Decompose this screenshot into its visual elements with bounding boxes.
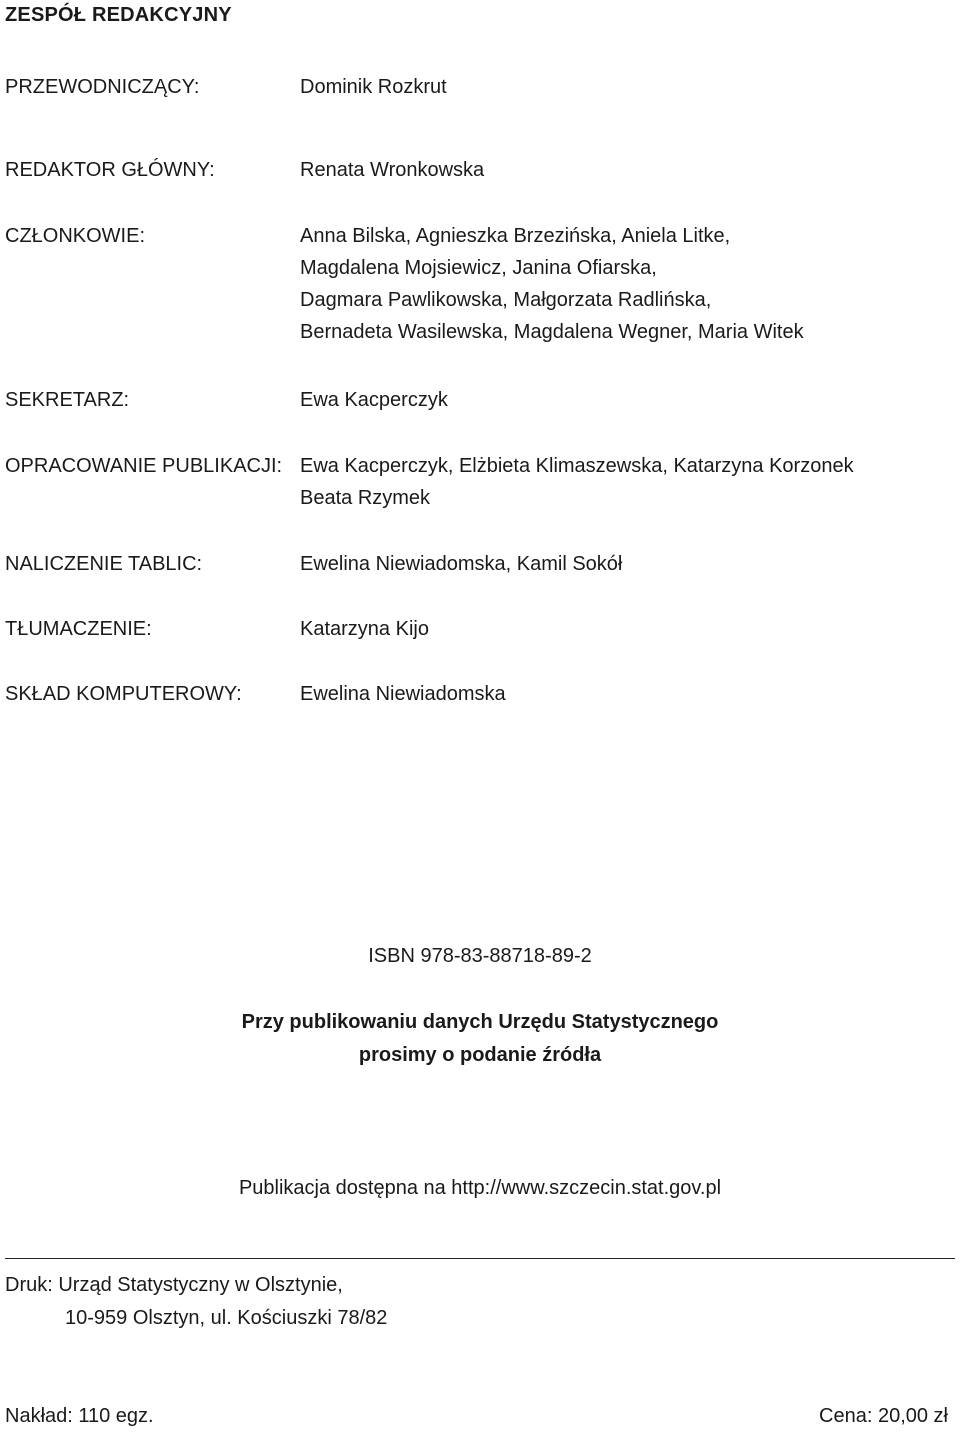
credit-label: OPRACOWANIE PUBLIKACJI: [5,455,283,477]
citation-notice [0,1006,960,1072]
divider [5,1258,955,1259]
credit-label: SEKRETARZ: [5,389,130,411]
credit-value [300,548,950,580]
credit-value [300,450,950,514]
printer-line: Druk: Urząd Statystyczny w Olsztynie, [5,1274,343,1296]
citation-notice-line: prosimy o podanie źródła [358,1044,602,1066]
isbn: ISBN 978-83-88718-89-2 [368,945,592,967]
credit-value-line: Anna Bilska, Agnieszka Brzezińska, Aniela Litke, [300,225,731,247]
credit-value-line: Ewa Kacperczyk [300,389,448,411]
price: Cena: 20,00 zł [819,1405,948,1427]
credit-value-line: Ewa Kacperczyk, Elżbieta Klimaszewska, Katarzyna Korzonek [300,455,854,477]
credit-label: NALICZENIE TABLIC: [5,553,203,575]
credit-value-line: Magdalena Mojsiewicz, Janina Ofiarska, [300,257,657,279]
credit-value [300,384,950,416]
credit-label: PRZEWODNICZĄCY: [5,76,200,98]
credit-value [300,154,950,186]
credit-label: TŁUMACZENIE: [5,618,152,640]
credit-label: CZŁONKOWIE: [5,225,146,247]
citation-notice-line: Przy publikowaniu danych Urzędu Statystycznego [241,1011,719,1033]
credit-value-line: Ewelina Niewiadomska, Kamil Sokół [300,553,623,575]
credit-value-line: Beata Rzymek [300,487,431,509]
credit-label: REDAKTOR GŁÓWNY: [5,159,215,181]
circulation: Nakład: 110 egz. [5,1405,154,1427]
printer-info [5,1269,387,1335]
credit-value-line: Dagmara Pawlikowska, Małgorzata Radlińska, [300,289,712,311]
credit-value-line: Katarzyna Kijo [300,618,429,640]
credit-value-line: Renata Wronkowska [300,159,485,181]
credit-value [300,678,950,710]
credit-value-line: Dominik Rozkrut [300,76,447,98]
page-title: ZESPÓŁ REDAKCYJNY [5,4,232,26]
printer-address: 10-959 Olsztyn, ul. Kościuszki 78/82 [65,1307,388,1329]
credit-value [300,71,950,103]
credit-value-line: Bernadeta Wasilewska, Magdalena Wegner, Maria Witek [300,321,804,343]
credit-label: SKŁAD KOMPUTEROWY: [5,683,242,705]
credit-value [300,220,950,348]
credit-value-line: Ewelina Niewiadomska [300,683,506,705]
credit-value [300,613,950,645]
availability-note: Publikacja dostępna na http://www.szczecin.stat.gov.pl [238,1177,722,1199]
